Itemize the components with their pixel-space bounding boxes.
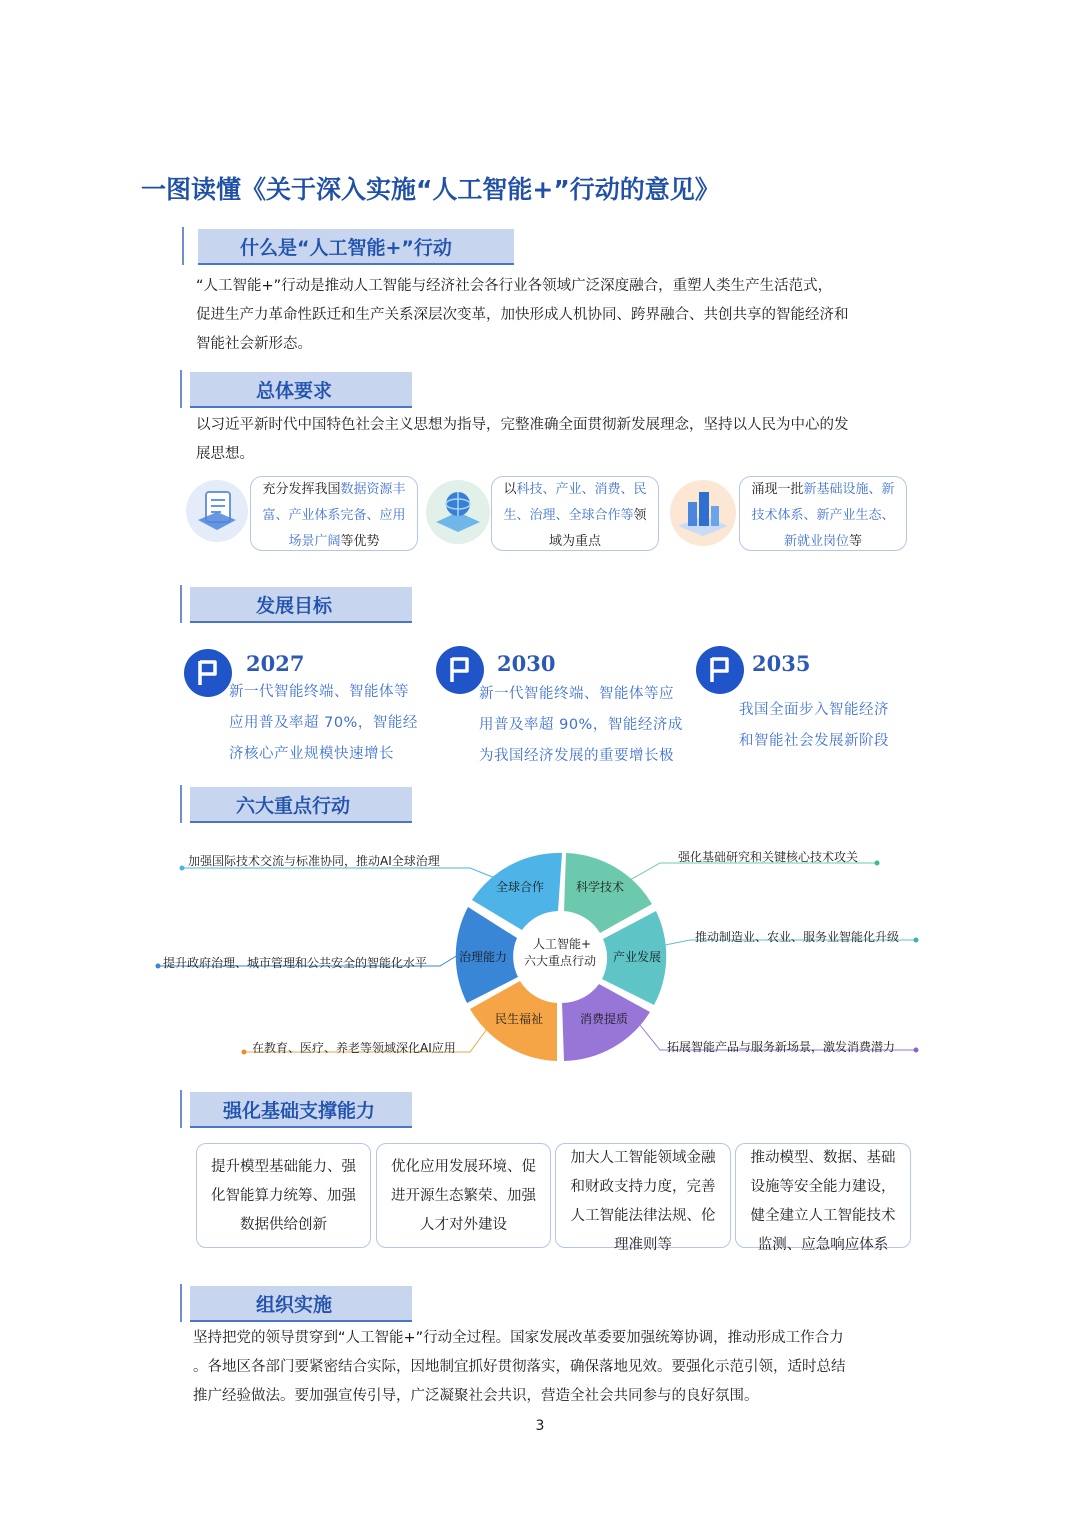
action-desc-consume: 拓展智能产品与服务新场景，激发消费潜力 bbox=[667, 1040, 896, 1054]
action-desc-industry: 推动制造业、农业、服务业智能化升级 bbox=[695, 930, 900, 944]
foundation-box-1: 提升模型基础能力、强 化智能算力统筹、加强 数据供给创新 bbox=[196, 1143, 371, 1248]
section-goals-heading bbox=[180, 585, 412, 623]
connector-science bbox=[630, 863, 877, 880]
segment-label-welfare: 民生福祉 bbox=[495, 1012, 544, 1026]
city-buildings-icon bbox=[670, 480, 736, 546]
wheel-center-label-2: 六大重点行动 bbox=[524, 954, 597, 968]
section-goals-title: 发展目标 bbox=[256, 595, 333, 617]
connector-global bbox=[182, 868, 500, 880]
flag-icon bbox=[436, 646, 484, 694]
section-what-heading bbox=[182, 227, 514, 265]
action-desc-govern: 提升政府治理、城市管理和公共安全的智能化水平 bbox=[163, 956, 428, 970]
flag-icon bbox=[696, 646, 744, 694]
goal-year-2035: 2035 bbox=[752, 651, 811, 676]
foundation-box-3: 加大人工智能领域金融 和财政支持力度，完善 人工智能法律法规、伦 理准则等 bbox=[555, 1143, 731, 1248]
overall-card-1: 充分发挥我国数据资源丰 富、产业体系完备、应用 场景广阔等优势 bbox=[250, 476, 418, 551]
foundation-box-2: 优化应用发展环境、促 进开源生态繁荣、加强 人才对外建设 bbox=[376, 1143, 551, 1248]
segment-label-industry: 产业发展 bbox=[613, 950, 662, 964]
overall-card-3: 涌现一批新基础设施、新 技术体系、新产业生态、 新就业岗位等 bbox=[739, 476, 907, 551]
section-actions-title: 六大重点行动 bbox=[236, 795, 351, 817]
page-title: 一图读懂《关于深入实施“人工智能+”行动的意见》 bbox=[141, 175, 720, 204]
section-org-title: 组织实施 bbox=[256, 1294, 333, 1316]
action-desc-welfare: 在教育、医疗、养老等领域深化AI应用 bbox=[252, 1041, 456, 1055]
section-what-title: 什么是“人工智能+”行动 bbox=[240, 237, 452, 259]
section-foundation-title: 强化基础支撑能力 bbox=[223, 1100, 376, 1122]
goal-year-2027: 2027 bbox=[246, 651, 305, 676]
segment-label-govern: 治理能力 bbox=[459, 950, 508, 964]
segment-label-science: 科学技术 bbox=[576, 880, 625, 894]
goal-text-2027: 新一代智能终端、智能体等 应用普及率超 70%，智能经 济核心产业规模快速增长 bbox=[229, 684, 418, 762]
flag-icon bbox=[184, 649, 232, 697]
foundation-box-4: 推动模型、数据、基础 设施等安全能力建设， 健全建立人工智能技术 监测、应急响应体系 bbox=[735, 1143, 911, 1248]
globe-icon bbox=[426, 480, 490, 544]
section-overall-title: 总体要求 bbox=[256, 380, 333, 402]
page-number: 3 bbox=[535, 1418, 545, 1434]
section-what-text: “人工智能+”行动是推动人工智能与经济社会各行业各领域广泛深度融合，重塑人类生产生活范式， 促进生产力革命性跃迁和生产关系深层次变革，加快形成人机协同、跨界融合、共创共享的智能经济和 智能社会新形态。 bbox=[196, 278, 849, 352]
section-actions-heading bbox=[180, 785, 412, 823]
segment-label-consume: 消费提质 bbox=[580, 1012, 629, 1026]
goal-year-2030: 2030 bbox=[497, 651, 556, 676]
goal-text-2035: 我国全面步入智能经济 和智能社会发展新阶段 bbox=[739, 702, 889, 749]
overall-card-2: 以科技、产业、消费、民 生、治理、全球合作等领 域为重点 bbox=[491, 476, 659, 551]
section-overall-text: 以习近平新时代中国特色社会主义思想为指导，完整准确全面贯彻新发展理念，坚持以人民为中心的发 展思想。 bbox=[196, 417, 849, 462]
data-document-icon bbox=[186, 480, 248, 542]
action-desc-science: 强化基础研究和关键核心技术攻关 bbox=[678, 850, 859, 864]
section-foundation-heading bbox=[180, 1090, 412, 1128]
section-org-text: 坚持把党的领导贯穿到“人工智能+”行动全过程。国家发展改革委要加强统筹协调，推动形成工作合力 。各地区各部门要紧密结合实际，因地制宜抓好贯彻落实，确保落地见效。要强化示范引领，适时总结 推广经验做法。要加强宣传引导，广泛凝聚社会共识，营造全社会共同参与的良好氛围。 bbox=[193, 1330, 846, 1404]
wheel-center-label-1: 人工智能+ bbox=[533, 937, 592, 951]
segment-label-global: 全球合作 bbox=[496, 880, 545, 894]
action-desc-global: 加强国际技术交流与标准协同，推动AI全球治理 bbox=[188, 854, 440, 868]
goal-text-2030: 新一代智能终端、智能体等应 用普及率超 90%，智能经济成 为我国经济发展的重要增长极 bbox=[479, 686, 683, 764]
section-org-heading bbox=[180, 1284, 412, 1322]
section-overall-heading bbox=[180, 370, 412, 408]
